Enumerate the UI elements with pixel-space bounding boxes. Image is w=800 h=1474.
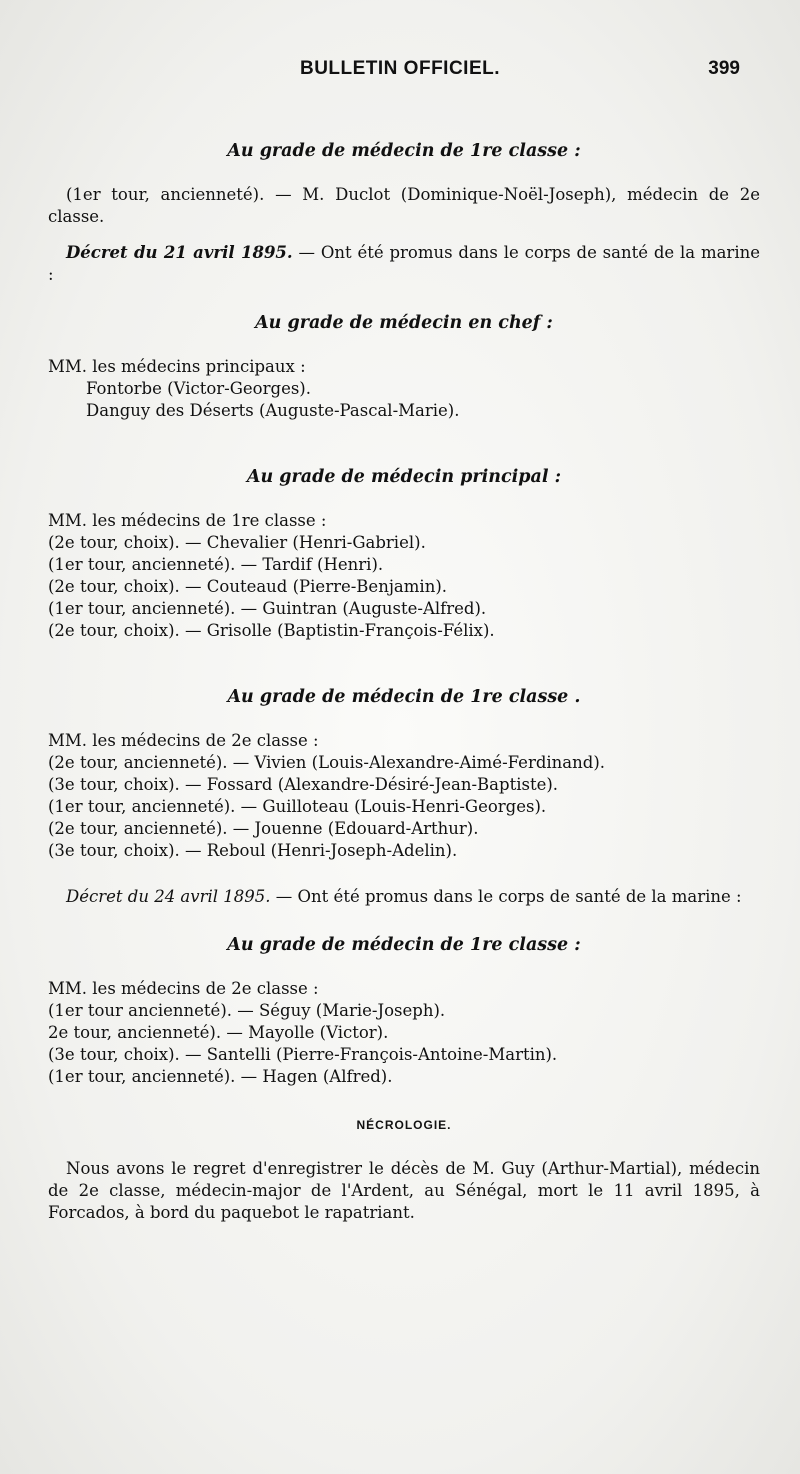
section-heading: Au grade de médecin en chef : <box>255 313 553 333</box>
section-heading: Au grade de médecin de 1re classe : <box>227 935 581 955</box>
promotion-list <box>48 978 760 1088</box>
necrology-heading: NÉCROLOGIE. <box>356 1118 452 1132</box>
promotion-entry: (3e tour, choix). — Santelli (Pierre-François-Antoine-Martin). <box>48 1045 558 1064</box>
promotion-entry: 2e tour, ancienneté). — Mayolle (Victor). <box>48 1023 389 1042</box>
promotion-entry: (3e tour, choix). — Fossard (Alexandre-Désiré-Jean-Baptiste). <box>48 775 559 794</box>
section-heading: Au grade de médecin de 1re classe . <box>227 687 581 707</box>
promotion-entry: (1er tour, ancienneté). — Hagen (Alfred). <box>48 1067 393 1086</box>
section-heading: Au grade de médecin principal : <box>246 467 562 487</box>
decree-paragraph <box>48 886 760 908</box>
promotion-entry: (1er tour, ancienneté). — Guilloteau (Louis-Henri-Georges). <box>48 797 547 816</box>
running-title: BULLETIN OFFICIEL. <box>299 58 501 79</box>
decree-text: — Ont été promus dans le corps de santé de la marine : <box>270 887 742 906</box>
promotion-entry: (2e tour, choix). — Couteaud (Pierre-Benjamin). <box>48 577 448 596</box>
list-intro: MM. les médecins de 2e classe : <box>48 731 319 750</box>
page-header <box>60 58 740 88</box>
decree-date: Décret du 24 avril 1895. <box>66 887 271 906</box>
promotion-list <box>48 510 760 642</box>
list-intro: MM. les médecins de 2e classe : <box>48 979 319 998</box>
decree-date: Décret du 21 avril 1895. <box>66 243 293 262</box>
promotion-list <box>48 730 760 862</box>
list-intro: MM. les médecins de 1re classe : <box>48 511 327 530</box>
promotion-entry: (2e tour, choix). — Grisolle (Baptistin-François-Félix). <box>48 621 495 640</box>
promotion-entry: (1er tour ancienneté). — Séguy (Marie-Joseph). <box>48 1001 446 1020</box>
list-intro: MM. les médecins principaux : <box>48 357 306 376</box>
promotion-entry: (3e tour, choix). — Reboul (Henri-Joseph-Adelin). <box>48 841 458 860</box>
promotion-entry: (1er tour, ancienneté). — M. Duclot (Dominique-Noël-Joseph), médecin de 2e classe. <box>48 185 760 226</box>
promotion-entry: (2e tour, choix). — Chevalier (Henri-Gabriel). <box>48 533 426 552</box>
necrology-paragraph: Nous avons le regret d'enregistrer le décès de M. Guy (Arthur-Martial), médecin de 2e classe, médecin-major de l'Ardent, au Sénégal, mort le 11 avril 1895, à Forcados, à bord du paquebot le rapatriant. <box>48 1159 760 1222</box>
promotion-entry: (1er tour, ancienneté). — Tardif (Henri). <box>48 555 384 574</box>
decree-text: — Ont été promus dans le corps de santé de la marine : <box>48 243 760 284</box>
promotion-list <box>48 356 760 422</box>
promotion-entry: (2e tour, ancienneté). — Jouenne (Edouard-Arthur). <box>48 819 479 838</box>
decree-paragraph <box>48 242 760 286</box>
promotion-entry: Fontorbe (Victor-Georges). <box>86 379 311 398</box>
page-number: 399 <box>708 58 740 79</box>
promotion-entry: (1er tour, ancienneté). — Guintran (Auguste-Alfred). <box>48 599 487 618</box>
section-heading: Au grade de médecin de 1re classe : <box>227 141 581 161</box>
promotion-entry: Danguy des Déserts (Auguste-Pascal-Marie). <box>86 401 460 420</box>
page-body <box>48 140 760 1224</box>
promotion-entry: (2e tour, ancienneté). — Vivien (Louis-Alexandre-Aimé-Ferdinand). <box>48 753 606 772</box>
